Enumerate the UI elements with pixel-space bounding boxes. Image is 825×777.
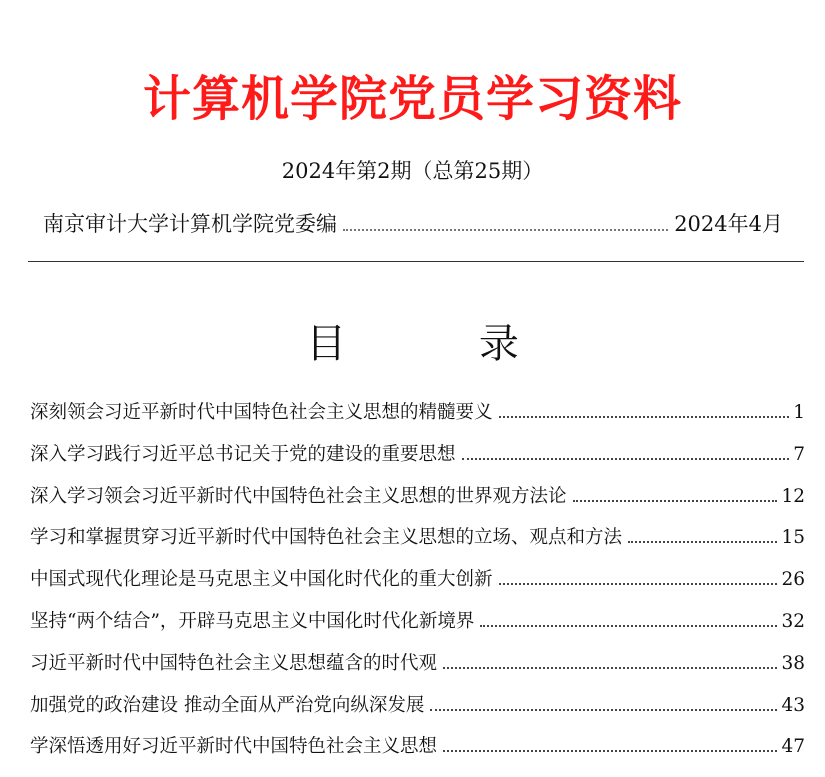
leader-dots <box>443 667 777 669</box>
toc-entry-title: 学习和掌握贯穿习近平新时代中国特色社会主义思想的立场、观点和方法 <box>30 527 623 549</box>
leader-dots <box>343 229 668 231</box>
toc-entry[interactable] <box>30 398 805 440</box>
leader-dots <box>480 625 777 627</box>
toc-entry-page: 7 <box>793 443 805 465</box>
toc-entry-page: 38 <box>781 652 805 674</box>
leader-dots <box>628 541 777 543</box>
publisher-name: 南京审计大学计算机学院党委编 <box>43 212 337 236</box>
document-title: 计算机学院党员学习资料 <box>142 71 682 127</box>
leader-dots <box>573 500 778 502</box>
publish-date: 2024年4月 <box>674 212 783 236</box>
toc-entry-title: 学深悟透用好习近平新时代中国特色社会主义思想 <box>30 736 438 758</box>
toc-entry[interactable] <box>30 440 805 482</box>
leader-dots <box>499 416 790 418</box>
toc-entry[interactable] <box>30 691 805 733</box>
toc-entry-page: 15 <box>781 527 805 549</box>
toc-entry[interactable] <box>30 732 805 774</box>
toc-entry[interactable] <box>30 565 805 607</box>
toc-entry-page: 47 <box>781 736 805 758</box>
toc-entry-page: 1 <box>793 402 805 423</box>
toc-entry-title: 加强党的政治建设 推动全面从严治党向纵深发展 <box>30 694 425 716</box>
leader-dots <box>462 458 790 460</box>
leader-dots <box>443 750 777 752</box>
leader-dots <box>499 583 778 585</box>
toc-entry-page: 26 <box>781 569 805 591</box>
issue-number: 2024年第2期（总第25期） <box>281 159 544 183</box>
leader-dots <box>430 709 777 711</box>
toc-entry-title: 中国式现代化理论是马克思主义中国化时代化的重大创新 <box>30 569 493 591</box>
toc-entry-page: 43 <box>781 694 805 716</box>
toc-entry[interactable] <box>30 649 805 691</box>
toc-heading: 目 录 <box>306 321 579 367</box>
table-of-contents <box>30 398 805 774</box>
toc-entry-title: 深入学习践行习近平总书记关于党的建设的重要思想 <box>30 443 456 465</box>
toc-entry-title: 深刻领会习近平新时代中国特色社会主义思想的精髓要义 <box>30 402 493 423</box>
toc-entry-title: 习近平新时代中国特色社会主义思想蕴含的时代观 <box>30 652 438 674</box>
toc-entry[interactable] <box>30 523 805 565</box>
header-divider <box>28 261 804 262</box>
toc-entry-title: 深入学习领会习近平新时代中国特色社会主义思想的世界观方法论 <box>30 485 567 507</box>
toc-entry-page: 32 <box>781 610 805 632</box>
toc-entry-page: 12 <box>781 485 805 507</box>
publisher-line <box>43 208 783 238</box>
toc-entry[interactable] <box>30 607 805 649</box>
toc-entry-title: 坚持“两个结合”，开辟马克思主义中国化时代化新境界 <box>30 610 475 632</box>
toc-entry[interactable] <box>30 482 805 524</box>
